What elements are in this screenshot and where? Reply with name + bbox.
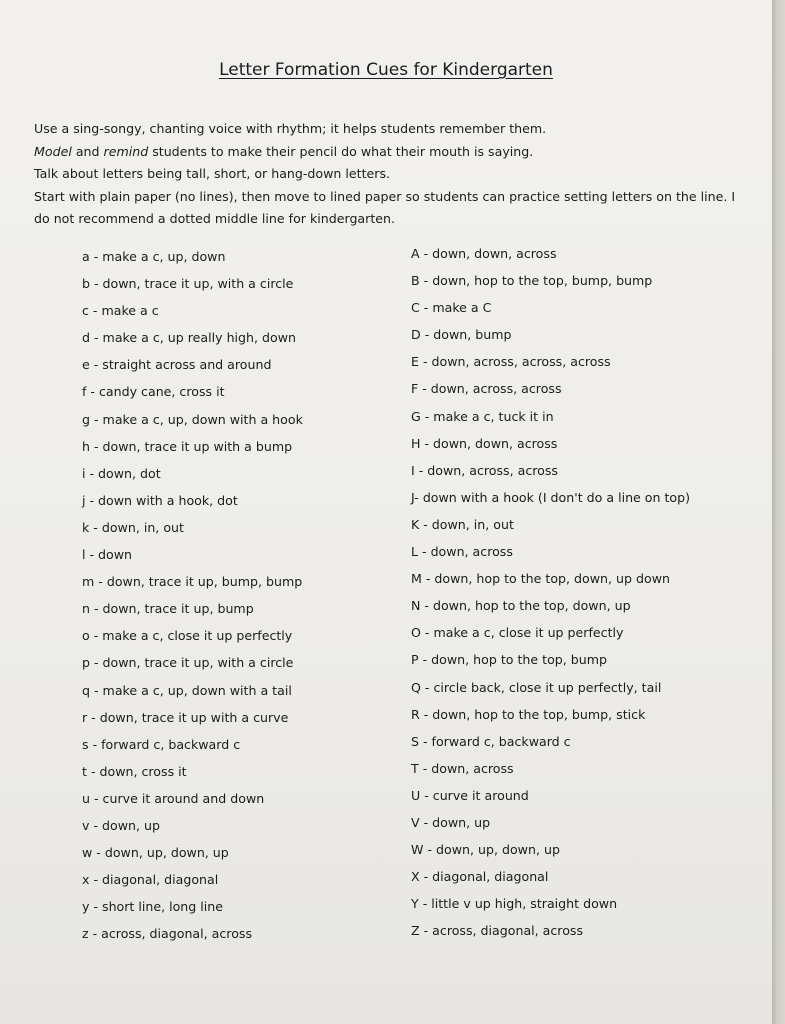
- uppercase-cues-list: [411, 245, 690, 949]
- uppercase-cue-item: V - down, up: [411, 814, 491, 830]
- lowercase-cues-list: [82, 248, 303, 952]
- lowercase-cue-item: s - forward c, backward c: [82, 736, 241, 752]
- intro-remind-word: remind: [103, 143, 149, 159]
- uppercase-cue-item: U - curve it around: [411, 787, 529, 803]
- uppercase-cue-item: S - forward c, backward c: [411, 733, 571, 749]
- lowercase-cue-item: l - down: [82, 547, 133, 563]
- page-title: Letter Formation Cues for Kindergarten: [219, 60, 553, 80]
- lowercase-cue-item: o - make a c, close it up perfectly: [82, 628, 293, 644]
- uppercase-cue-item: B - down, hop to the top, bump, bump: [411, 273, 653, 289]
- uppercase-cue-item: L - down, across: [411, 544, 513, 560]
- intro-model-word: Model: [34, 143, 72, 159]
- intro-line-2: [34, 141, 746, 164]
- lowercase-cue-item: u - curve it around and down: [82, 790, 265, 806]
- uppercase-cue-item: Q - circle back, close it up perfectly, tail: [411, 679, 662, 695]
- uppercase-cue-item: W - down, up, down, up: [411, 842, 560, 858]
- uppercase-cue-item: T - down, across: [411, 760, 514, 776]
- intro-line-2-rest: students to make their pencil do what their mouth is saying.: [148, 143, 534, 159]
- intro-line-4: Start with plain paper (no lines), then move to lined paper so students can practice setting letters on the line. I do not recommend a dotted middle line for kindergarten.: [34, 188, 736, 226]
- lowercase-cue-item: i - down, dot: [82, 465, 161, 481]
- uppercase-cue-item: H - down, down, across: [411, 435, 558, 451]
- uppercase-cue-item: N - down, hop to the top, down, up: [411, 598, 631, 614]
- uppercase-cue-item: O - make a c, close it up perfectly: [411, 625, 624, 641]
- uppercase-cue-item: I - down, across, across: [411, 462, 558, 478]
- uppercase-cue-item: Z - across, diagonal, across: [411, 923, 584, 939]
- uppercase-cue-item: C - make a C: [411, 300, 492, 316]
- intro-line-3: Talk about letters being tall, short, or hang-down letters.: [34, 166, 391, 181]
- lowercase-cue-item: n - down, trace it up, bump: [82, 601, 254, 617]
- desk-background: [772, 0, 785, 1024]
- lowercase-cue-item: c - make a c: [82, 303, 159, 319]
- uppercase-cue-item: D - down, bump: [411, 327, 512, 343]
- uppercase-cue-item: R - down, hop to the top, bump, stick: [411, 706, 646, 722]
- intro-line-1: Use a sing-songy, chanting voice with rhythm; it helps students remember them.: [34, 121, 547, 136]
- uppercase-cue-item: F - down, across, across: [411, 381, 562, 397]
- lowercase-cue-item: b - down, trace it up, with a circle: [82, 276, 294, 292]
- uppercase-cue-item: G - make a c, tuck it in: [411, 408, 554, 424]
- lowercase-cue-item: k - down, in, out: [82, 519, 184, 535]
- intro-and-word: and: [71, 143, 104, 159]
- lowercase-cue-item: m - down, trace it up, bump, bump: [82, 574, 303, 590]
- lowercase-cue-item: h - down, trace it up with a bump: [82, 438, 293, 454]
- lowercase-cue-item: z - across, diagonal, across: [82, 926, 253, 942]
- lowercase-cue-item: j - down with a hook, dot: [82, 492, 238, 508]
- uppercase-cue-item: Y - little v up high, straight down: [411, 896, 618, 912]
- lowercase-cue-item: f - candy cane, cross it: [82, 384, 225, 400]
- uppercase-cue-item: J- down with a hook (I don't do a line on top): [411, 489, 691, 505]
- intro-paragraph: [34, 118, 746, 231]
- uppercase-cue-item: P - down, hop to the top, bump: [411, 652, 608, 668]
- lowercase-cue-item: x - diagonal, diagonal: [82, 872, 219, 888]
- lowercase-cue-item: w - down, up, down, up: [82, 845, 229, 861]
- uppercase-cue-item: K - down, in, out: [411, 516, 514, 532]
- lowercase-cue-item: r - down, trace it up with a curve: [82, 709, 289, 725]
- lowercase-cue-item: t - down, cross it: [82, 763, 187, 779]
- lowercase-cue-item: v - down, up: [82, 817, 160, 833]
- lowercase-cue-item: d - make a c, up really high, down: [82, 330, 297, 346]
- lowercase-cue-item: a - make a c, up, down: [82, 249, 226, 264]
- lowercase-cue-item: y - short line, long line: [82, 899, 224, 915]
- lowercase-cue-item: p - down, trace it up, with a circle: [82, 655, 294, 671]
- lowercase-cue-item: g - make a c, up, down with a hook: [82, 411, 303, 427]
- lowercase-cue-item: e - straight across and around: [82, 357, 272, 373]
- lowercase-cue-item: q - make a c, up, down with a tail: [82, 682, 292, 698]
- uppercase-cue-item: X - diagonal, diagonal: [411, 869, 549, 885]
- uppercase-cue-item: M - down, hop to the top, down, up down: [411, 571, 670, 587]
- uppercase-cue-item: A - down, down, across: [411, 246, 557, 261]
- uppercase-cue-item: E - down, across, across, across: [411, 354, 611, 370]
